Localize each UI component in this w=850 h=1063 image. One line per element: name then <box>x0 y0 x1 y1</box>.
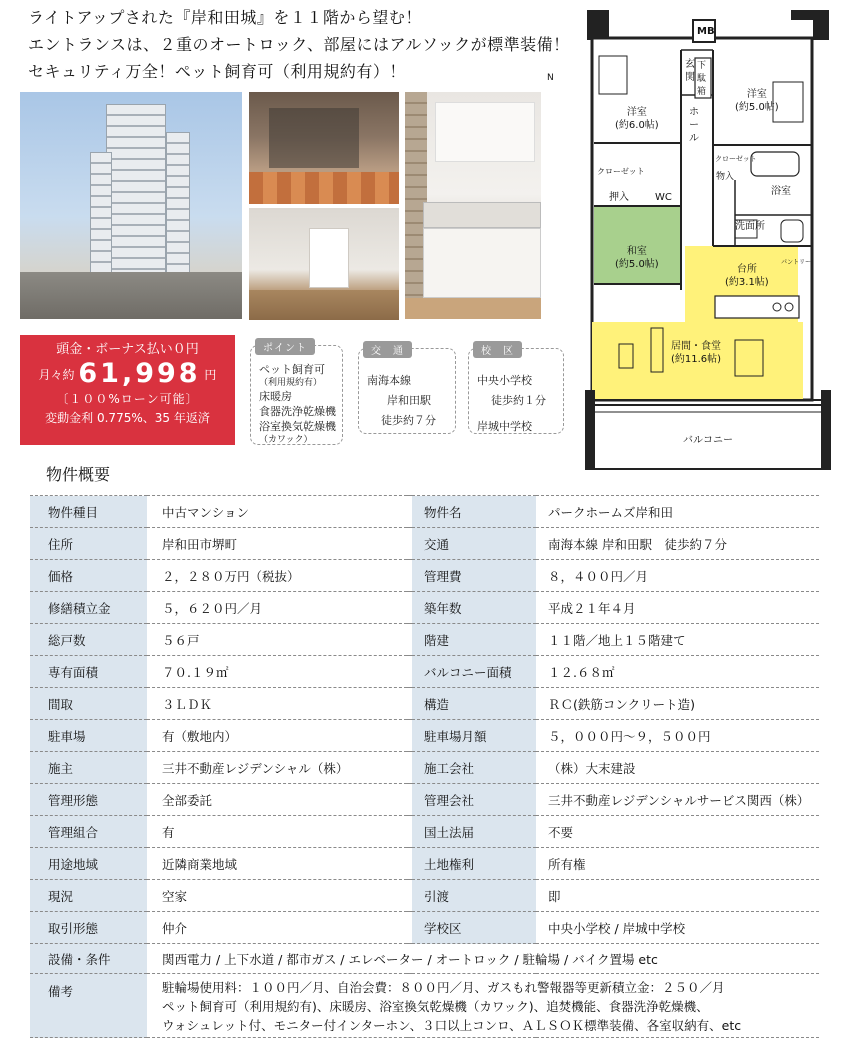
access-box <box>358 348 456 434</box>
spec-label-right: 土地権利 <box>412 848 536 880</box>
spec-value-right: １２.６８㎡ <box>536 656 819 688</box>
school-tag: 校 区 <box>473 341 522 358</box>
school-box <box>468 348 564 434</box>
notes-label: 備考 <box>30 974 147 1038</box>
spec-label-right: 学校区 <box>412 912 536 944</box>
fp-closet-1: クローゼット <box>597 167 645 176</box>
spec-value-left: ７０.１９㎡ <box>147 656 407 688</box>
monthly-amount: 61,998 <box>78 358 201 389</box>
living-room-photo <box>249 208 399 320</box>
fp-yoshitsu-1: 洋室 (約6.0帖) <box>615 107 659 131</box>
school-line: 中央小学校 <box>477 374 532 387</box>
access-line: 岸和田駅 <box>387 394 431 407</box>
spec-label-left: 施主 <box>30 752 147 784</box>
spec-row <box>30 592 819 624</box>
point-line: ペット飼育可 <box>259 363 325 376</box>
spec-label-right: 階建 <box>412 624 536 656</box>
spec-label-right: バルコニー面積 <box>412 656 536 688</box>
fp-hall: ホ ー ル <box>689 107 699 144</box>
monthly-payment <box>20 359 235 390</box>
spec-label-left: 取引形態 <box>30 912 147 944</box>
spec-value-right: 即 <box>536 880 819 912</box>
spec-row <box>30 880 819 912</box>
spec-value-right: ８，４００円／月 <box>536 560 819 592</box>
spec-value-left: ５，６２０円／月 <box>147 592 407 624</box>
spec-label-right: 国土法届 <box>412 816 536 848</box>
fp-living: 居間・食堂 (約11.6帖) <box>671 341 722 365</box>
spec-label-right: 管理費 <box>412 560 536 592</box>
fp-daidokoro: 台所 (約3.1帖) <box>725 264 769 288</box>
fp-wc: WC <box>655 192 672 203</box>
kitchen-photo <box>405 92 541 319</box>
fp-mb: MB <box>697 26 715 37</box>
spec-row <box>30 624 819 656</box>
headline-line-3: セキュリティ万全！ペット飼育可（利用規約有）！ <box>28 62 406 81</box>
spec-value-left: ３ＬＤＫ <box>147 688 407 720</box>
access-line: 徒歩約７分 <box>381 414 436 427</box>
down-payment-text: 頭金・ボーナス払い０円 <box>56 342 199 357</box>
fp-yoshitsu-2: 洋室 (約5.0帖) <box>735 89 779 113</box>
spec-value-left: ２，２８０万円（税抜） <box>147 560 407 592</box>
spec-row <box>30 528 819 560</box>
spec-label-right: 交通 <box>412 528 536 560</box>
monthly-unit: 円 <box>204 368 217 382</box>
notes-line: 駐輪場使用料：１００円／月、自治会費：８００円／月、ガスもれ警報器等更新積立金：２５０／月 <box>162 980 725 995</box>
spec-row <box>30 560 819 592</box>
price-box <box>20 335 235 445</box>
point-line: 浴室換気乾燥機 <box>259 420 336 433</box>
north-icon: N <box>547 73 554 83</box>
spec-label-left: 総戸数 <box>30 624 147 656</box>
spec-label-left: 物件種目 <box>30 496 147 528</box>
fp-yokushitsu: 浴室 <box>771 186 791 197</box>
entrance-photo <box>249 92 399 204</box>
headline-line-2: エントランスは、２重のオートロック、部屋にはアルソックが標準装備！ <box>28 35 570 54</box>
spec-row <box>30 720 819 752</box>
spec-value-left: 中古マンション <box>147 496 407 528</box>
monthly-prefix: 月々約 <box>38 368 75 382</box>
spec-table <box>30 495 819 1038</box>
fp-senmenjo: 洗面所 <box>735 221 765 232</box>
fp-monoire: 物入 <box>716 172 735 182</box>
spec-label-right: 築年数 <box>412 592 536 624</box>
school-line: 岸城中学校 <box>477 420 532 433</box>
spec-row <box>30 752 819 784</box>
equipment-label: 設備・条件 <box>30 944 147 974</box>
section-title: 物件概要 <box>46 465 111 484</box>
spec-value-left: 有（敷地内） <box>147 720 407 752</box>
spec-value-right: 三井不動産レジデンシャルサービス関西（株） <box>536 784 819 816</box>
fp-oshiire: 押入 <box>609 192 629 203</box>
spec-value-right: 平成２１年４月 <box>536 592 819 624</box>
headline <box>28 4 588 85</box>
spec-label-left: 価格 <box>30 560 147 592</box>
spec-row <box>30 848 819 880</box>
spec-value-right: 所有権 <box>536 848 819 880</box>
fp-getabako: 下 駄 箱 <box>697 61 707 97</box>
point-line: 食器洗浄乾燥機 <box>259 405 336 418</box>
notes-row <box>30 974 819 1038</box>
spec-value-right: 中央小学校 / 岸城中学校 <box>536 912 819 944</box>
spec-label-right: 駐車場月額 <box>412 720 536 752</box>
spec-value-right: 南海本線 岸和田駅 徒歩約７分 <box>536 528 819 560</box>
floor-plan <box>547 10 833 472</box>
fp-balcony: バルコニー <box>683 435 733 446</box>
spec-row <box>30 784 819 816</box>
spec-value-left: 仲介 <box>147 912 407 944</box>
headline-line-1: ライトアップされた『岸和田城』を１１階から望む！ <box>28 8 422 27</box>
access-line: 南海本線 <box>367 374 411 387</box>
spec-label-right: 施工会社 <box>412 752 536 784</box>
spec-label-left: 修繕積立金 <box>30 592 147 624</box>
fp-washitsu: 和室 (約5.0帖) <box>615 246 659 270</box>
spec-label-left: 管理組合 <box>30 816 147 848</box>
spec-label-left: 駐車場 <box>30 720 147 752</box>
spec-row <box>30 912 819 944</box>
spec-value-left: 岸和田市堺町 <box>147 528 407 560</box>
spec-row <box>30 688 819 720</box>
spec-label-left: 管理形態 <box>30 784 147 816</box>
spec-label-left: 専有面積 <box>30 656 147 688</box>
spec-value-left: 三井不動産レジデンシャル（株） <box>147 752 407 784</box>
notes-value <box>147 974 819 1038</box>
spec-label-left: 現況 <box>30 880 147 912</box>
spec-label-right: 引渡 <box>412 880 536 912</box>
equipment-row <box>30 944 819 974</box>
spec-value-right: ５，０００円～９，５００円 <box>536 720 819 752</box>
access-tag: 交 通 <box>363 341 412 358</box>
equipment-value: 関西電力 / 上下水道 / 都市ガス / エレベーター / オートロック / 駐輪場 / バイク置場 etc <box>147 944 819 974</box>
spec-value-right: 不要 <box>536 816 819 848</box>
fp-pantry: パントリー <box>781 259 812 266</box>
point-line: （カワック） <box>259 435 313 445</box>
spec-label-right: 物件名 <box>412 496 536 528</box>
spec-value-right: ＲＣ(鉄筋コンクリート造) <box>536 688 819 720</box>
spec-row <box>30 496 819 528</box>
spec-row <box>30 816 819 848</box>
spec-value-right: （株）大末建設 <box>536 752 819 784</box>
spec-label-left: 住所 <box>30 528 147 560</box>
spec-value-right: パークホームズ岸和田 <box>536 496 819 528</box>
spec-value-right: １１階／地上１５階建て <box>536 624 819 656</box>
loan-text: 〔１００%ローン可能〕 <box>56 392 199 406</box>
fp-genkan: 玄 関 <box>685 59 695 83</box>
school-line: 徒歩約１分 <box>491 394 546 407</box>
fp-closet-2: クローゼット <box>715 155 757 163</box>
notes-line: ペット飼育可（利用規約有)、床暖房、浴室換気乾燥機（カワック)、追焚機能、食器洗浄乾燥機、 <box>162 999 709 1014</box>
building-exterior-photo <box>20 92 242 319</box>
spec-label-left: 用途地域 <box>30 848 147 880</box>
notes-line: ウォシュレット付、モニター付インターホン、３口以上コンロ、ＡＬＳＯＫ標準装備、各室収納有、etc <box>162 1018 742 1033</box>
floor-plan-drawing <box>585 10 833 472</box>
spec-label-left: 間取 <box>30 688 147 720</box>
interest-rate-text: 変動金利 0.775%、35 年返済 <box>45 411 210 425</box>
spec-value-left: 空家 <box>147 880 407 912</box>
point-line: 床暖房 <box>259 390 292 403</box>
spec-value-left: 全部委託 <box>147 784 407 816</box>
spec-value-left: 近隣商業地域 <box>147 848 407 880</box>
point-tag: ポイント <box>255 338 315 355</box>
point-box <box>250 345 343 445</box>
spec-value-left: ５６戸 <box>147 624 407 656</box>
point-line: （利用規約有） <box>259 378 323 388</box>
spec-value-left: 有 <box>147 816 407 848</box>
spec-label-right: 管理会社 <box>412 784 536 816</box>
spec-label-right: 構造 <box>412 688 536 720</box>
spec-row <box>30 656 819 688</box>
